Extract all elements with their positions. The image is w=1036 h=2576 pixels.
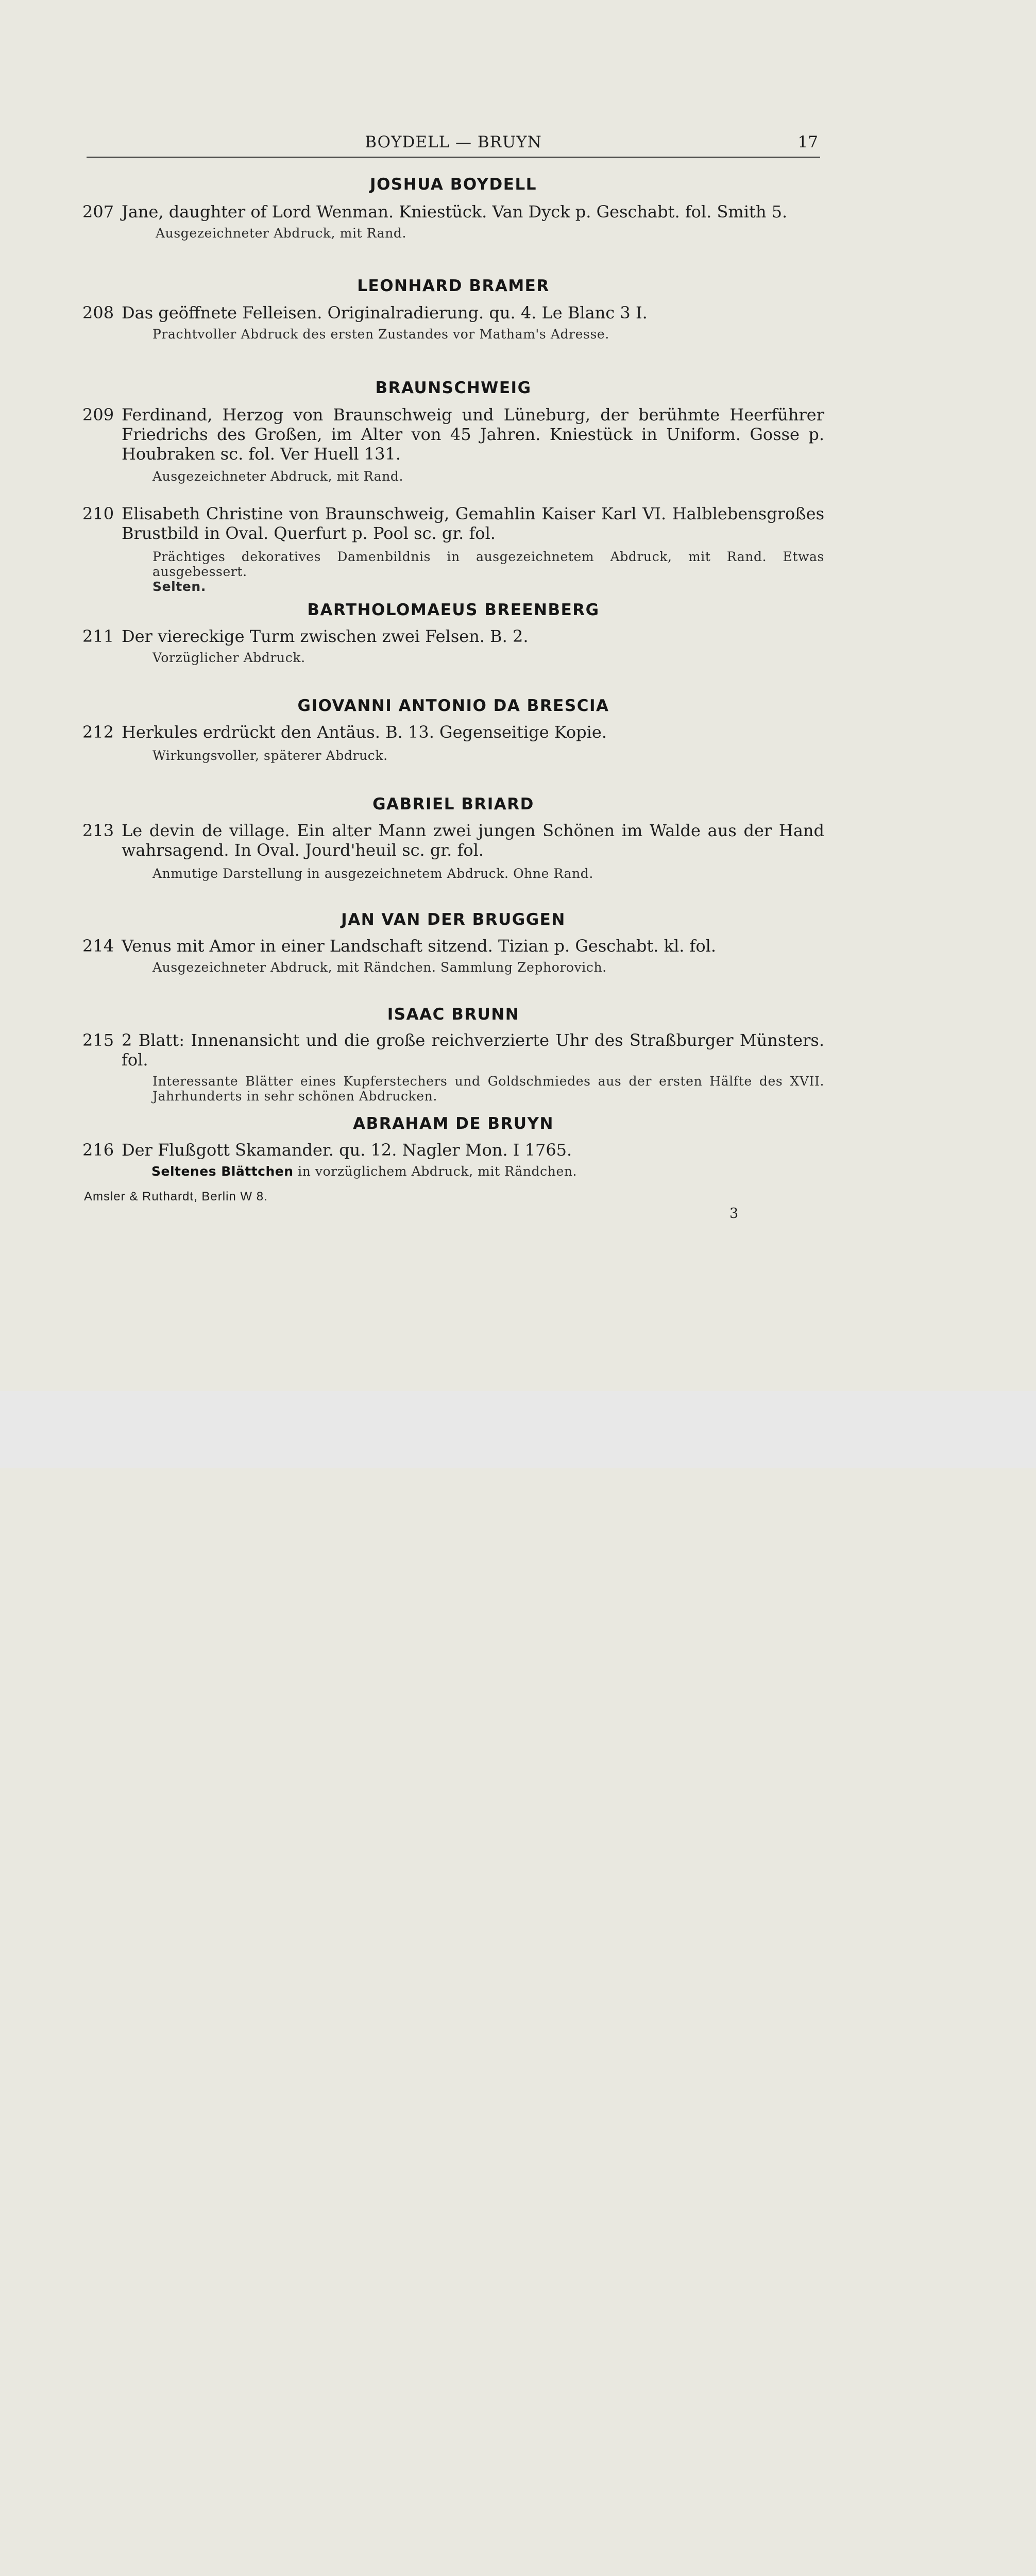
entry-note: Prächtiges dekoratives Damenbildnis in ausgezeichnetem Abdruck, mit Rand. Etwas ausgebessert. xyxy=(152,549,824,579)
entry-text: Venus mit Amor in einer Landschaft sitzend. Tizian p. Geschabt. kl. fol. xyxy=(122,936,717,956)
entry-note-rest: in vorzüglichem Abdruck, mit Rändchen. xyxy=(293,1164,578,1179)
catalog-entry xyxy=(82,303,824,342)
catalog-entry xyxy=(82,202,824,241)
entry-text: Der Flußgott Skamander. qu. 12. Nagler Mon. I 1765. xyxy=(122,1140,572,1160)
header-rule xyxy=(87,157,820,158)
catalog-entry xyxy=(82,626,824,665)
entry-number: 214 xyxy=(82,936,114,956)
section-heading: JOSHUA BOYDELL xyxy=(370,175,537,194)
entry-number: 210 xyxy=(82,504,114,523)
entry-note-emphasis: Seltenes Blättchen xyxy=(151,1164,294,1179)
entry-number: 212 xyxy=(82,722,114,742)
entry-text: Ferdinand, Herzog von Braunschweig und Lüneburg, der berühmte Heerführer Friedrichs des Großen, im Alter von 45 Jahren. Kniestück in Uniform. Gosse p. Houbraken sc. fol. Ver Huell 131. xyxy=(122,405,824,464)
entry-number: 213 xyxy=(82,821,114,840)
entry-note: Wirkungsvoller, späterer Abdruck. xyxy=(152,748,388,763)
entry-note: Anmutige Darstellung in ausgezeichnetem Abdruck. Ohne Rand. xyxy=(152,866,593,881)
entry-number: 216 xyxy=(82,1140,114,1160)
entry-note: Vorzüglicher Abdruck. xyxy=(152,650,305,665)
entry-text: 2 Blatt: Innenansicht und die große reichverzierte Uhr des Straßburger Münsters. fol. xyxy=(122,1030,824,1070)
entry-text: Elisabeth Christine von Braunschweig, Gemahlin Kaiser Karl VI. Halblebensgroßes Brustbild in Oval. Querfurt p. Pool sc. gr. fol. xyxy=(122,504,824,543)
section-heading: GIOVANNI ANTONIO DA BRESCIA xyxy=(297,697,609,715)
entry-note xyxy=(151,1164,824,1179)
entry-note-emphasis: Selten. xyxy=(152,579,206,594)
catalog-entry xyxy=(82,936,824,975)
section-heading: JAN VAN DER BRUGGEN xyxy=(341,910,566,929)
entry-number: 209 xyxy=(82,405,114,425)
entry-number: 215 xyxy=(82,1030,114,1050)
entry-text: Jane, daughter of Lord Wenman. Kniestück. Van Dyck p. Geschabt. fol. Smith 5. xyxy=(122,202,788,222)
entry-text: Der viereckige Turm zwischen zwei Felsen. B. 2. xyxy=(122,626,529,646)
publisher-imprint: Amsler & Ruthardt, Berlin W 8. xyxy=(84,1190,268,1204)
catalog-entry xyxy=(82,1140,824,1179)
entry-text: Das geöffnete Felleisen. Originalradierung. qu. 4. Le Blanc 3 I. xyxy=(122,303,648,323)
entry-note: Prachtvoller Abdruck des ersten Zustandes vor Matham's Adresse. xyxy=(152,327,609,342)
entry-text: Herkules erdrückt den Antäus. B. 13. Gegenseitige Kopie. xyxy=(122,722,607,742)
section-heading: BARTHOLOMAEUS BREENBERG xyxy=(307,601,600,619)
section-heading: ABRAHAM DE BRUYN xyxy=(353,1114,554,1133)
entry-number: 208 xyxy=(82,303,114,323)
catalog-entry xyxy=(82,821,824,881)
digitization-footer xyxy=(0,1391,1036,1468)
header-title: BOYDELL — BRUYN xyxy=(365,133,542,151)
page-number: 17 xyxy=(797,133,818,151)
section-heading: ISAAC BRUNN xyxy=(387,1005,520,1024)
entry-text: Le devin de village. Ein alter Mann zwei jungen Schönen im Walde aus der Hand wahrsagend. In Oval. Jourd'heuil sc. gr. fol. xyxy=(122,821,824,860)
entry-note: Ausgezeichneter Abdruck, mit Rand. xyxy=(156,226,407,241)
section-heading: LEONHARD BRAMER xyxy=(357,277,550,295)
signature-mark: 3 xyxy=(729,1206,739,1222)
catalog-entry xyxy=(82,722,824,763)
catalog-entry xyxy=(82,405,824,484)
catalog-entry xyxy=(82,1030,824,1104)
catalog-entry xyxy=(82,504,824,594)
entry-number: 211 xyxy=(82,626,114,646)
entry-note: Ausgezeichneter Abdruck, mit Rändchen. Sammlung Zephorovich. xyxy=(152,960,607,975)
entry-number: 207 xyxy=(82,202,114,222)
entry-note: Ausgezeichneter Abdruck, mit Rand. xyxy=(152,469,404,484)
running-header xyxy=(87,133,820,157)
entry-note: Interessante Blätter eines Kupferstechers und Goldschmiedes aus der ersten Hälfte des XVII. Jahrhunderts in sehr schönen Abdrucken. xyxy=(152,1074,824,1104)
section-heading: BRAUNSCHWEIG xyxy=(375,379,532,397)
section-heading: GABRIEL BRIARD xyxy=(372,795,534,814)
